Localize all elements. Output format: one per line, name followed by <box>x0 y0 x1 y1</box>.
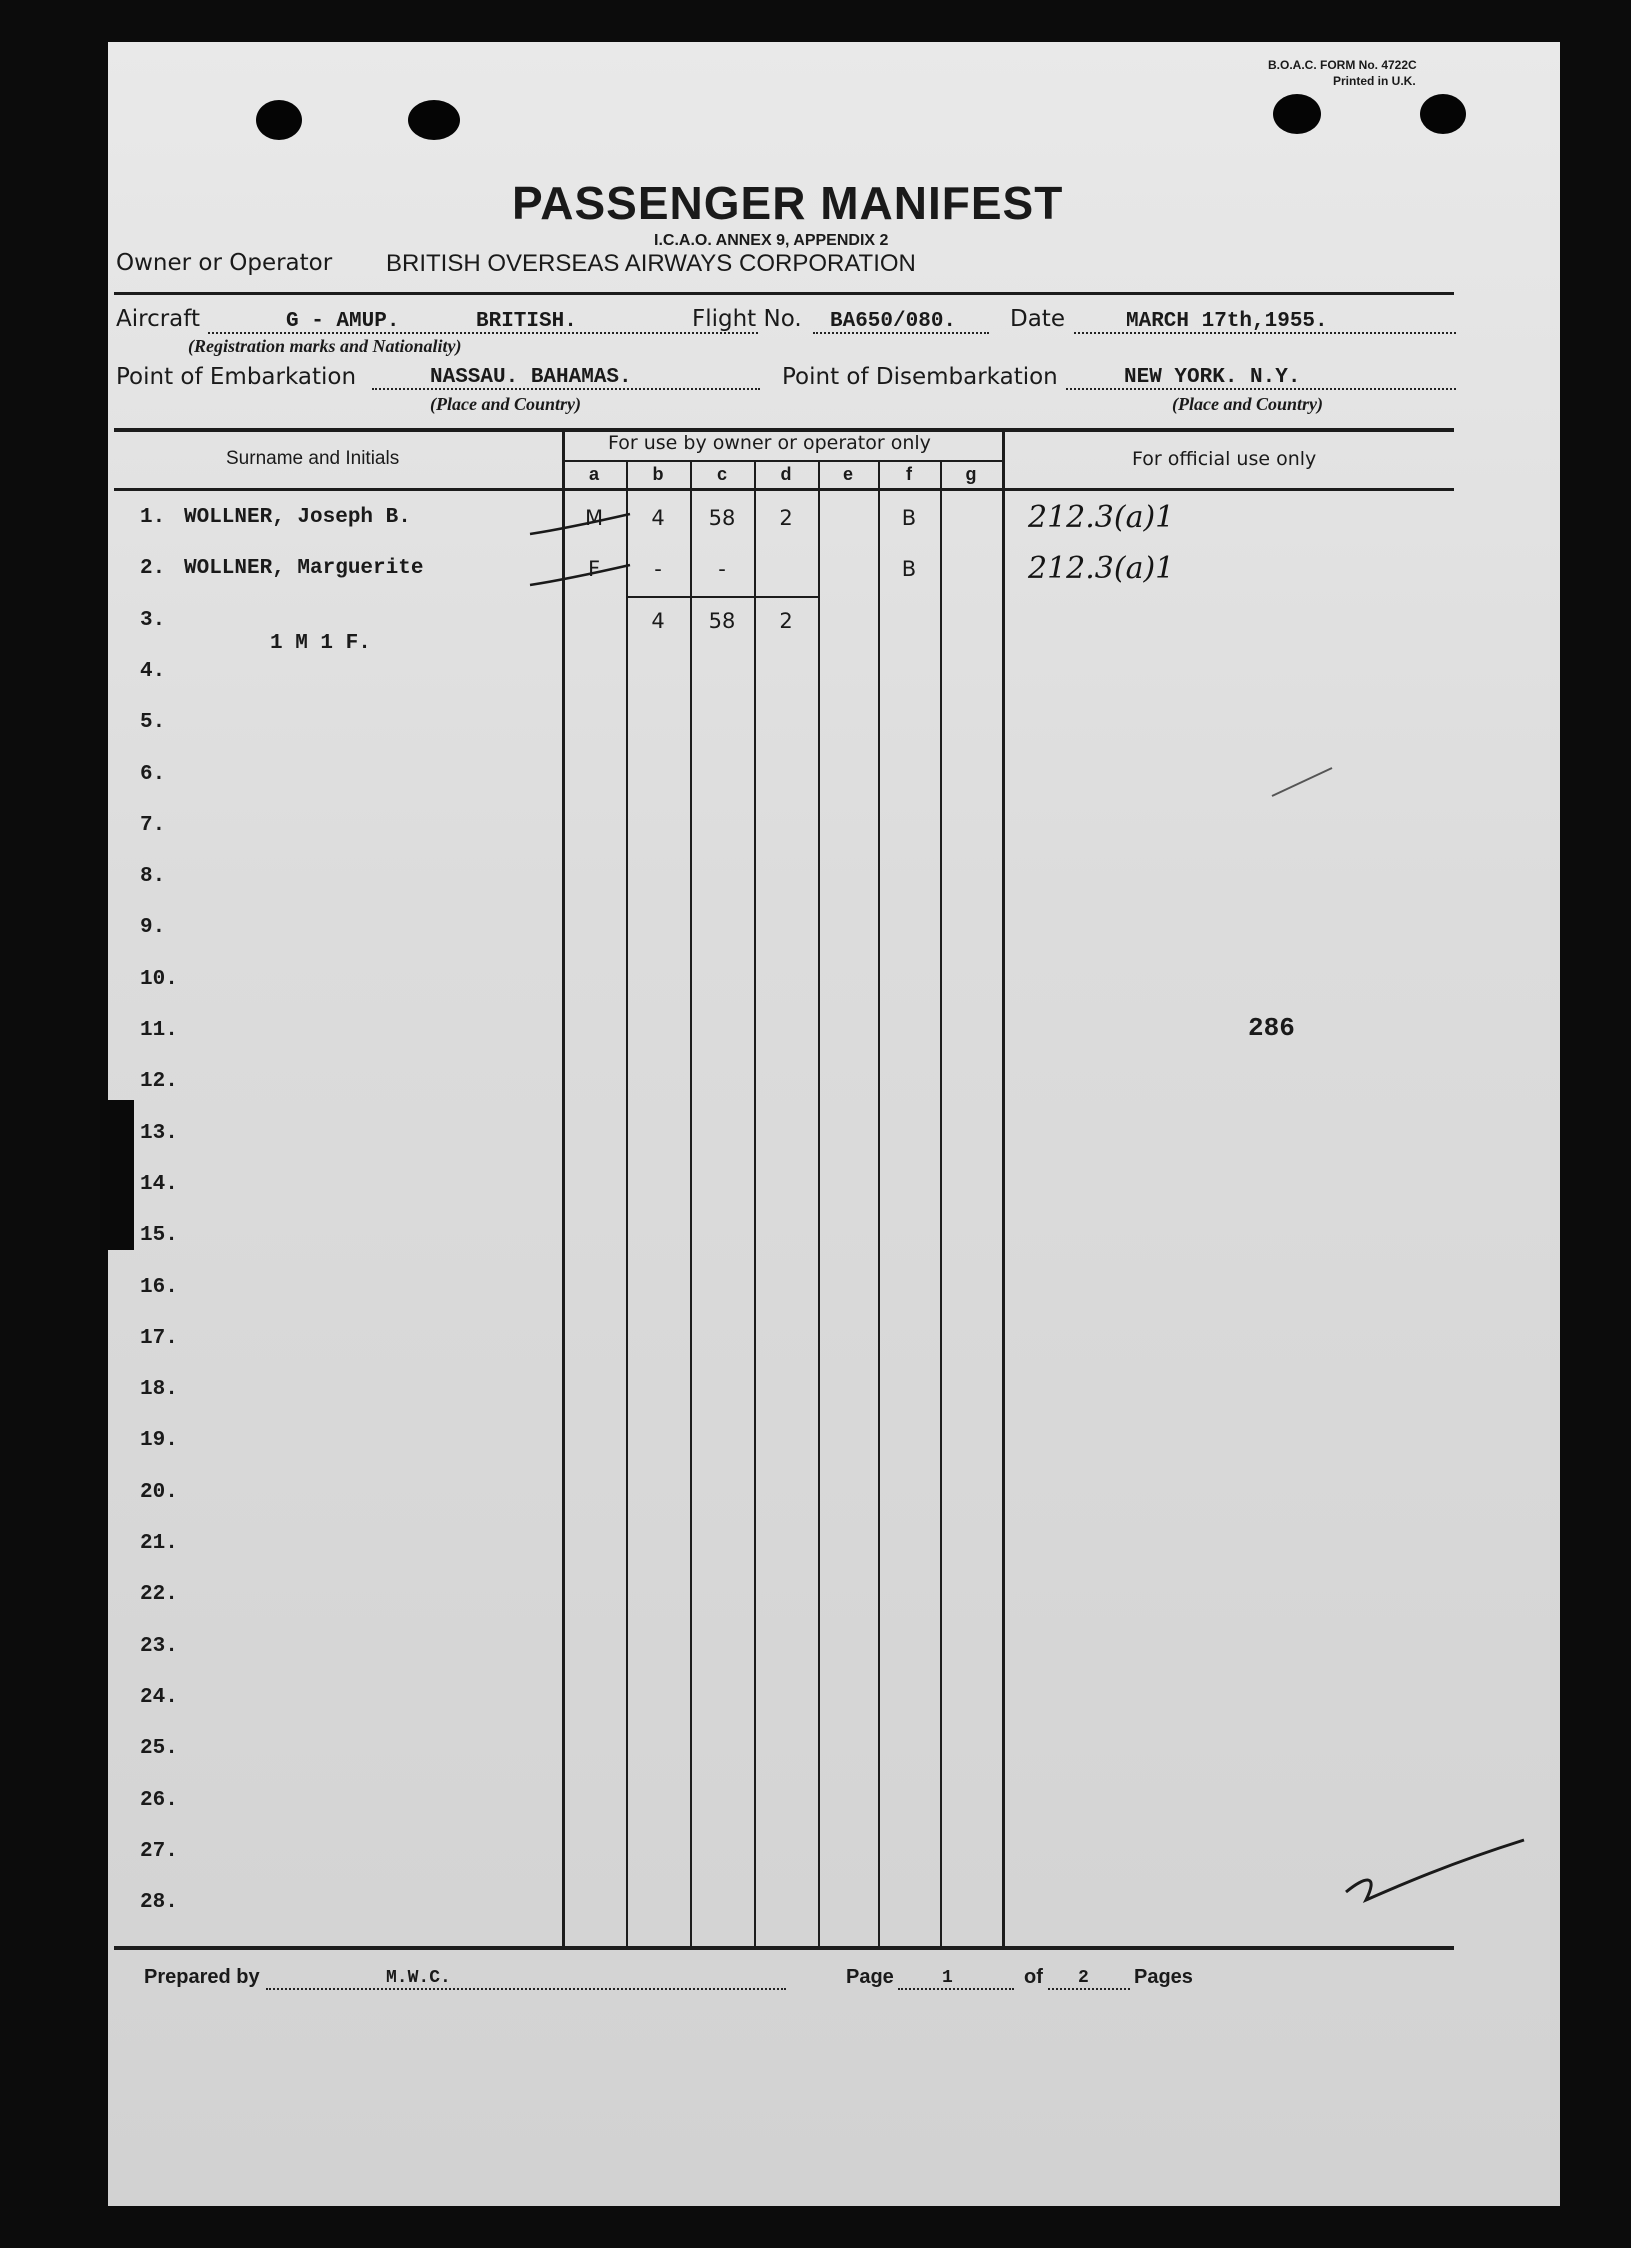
row-number: 6. <box>140 763 166 786</box>
aircraft-note: (Registration marks and Nationality) <box>188 336 462 356</box>
row-number: 20. <box>140 1481 178 1504</box>
row-number: 21. <box>140 1532 178 1555</box>
aircraft-registration: G - AMUP. <box>286 310 400 333</box>
sub-column-header-a: a <box>588 464 599 484</box>
row-number: 4. <box>140 660 166 683</box>
cell-a: F <box>587 557 601 581</box>
flight-value: BA650/080. <box>830 310 957 333</box>
col-rule-f-left <box>878 460 880 1948</box>
page-title: PASSENGER MANIFEST <box>512 177 1064 229</box>
row-number: 9. <box>140 916 166 939</box>
row-number: 10. <box>140 968 178 991</box>
row-number: 19. <box>140 1429 178 1452</box>
handwritten-mark-icon <box>1338 1834 1538 1914</box>
sub-column-header-d: d <box>780 464 792 484</box>
owner-label: Owner or Operator <box>116 250 333 276</box>
row-number: 28. <box>140 1891 178 1914</box>
cell-c: 58 <box>708 506 736 530</box>
row-number: 23. <box>140 1635 178 1658</box>
flight-label: Flight No. <box>692 306 802 332</box>
row-number: 12. <box>140 1070 178 1093</box>
manifest-sheet <box>108 42 1560 2206</box>
disembark-value: NEW YORK. N.Y. <box>1124 366 1301 389</box>
check-mark-icon <box>526 512 636 542</box>
col-header-name: Surname and Initials <box>226 448 400 469</box>
row-number: 17. <box>140 1327 178 1350</box>
check-mark-icon <box>526 563 636 593</box>
printed-in: Printed in U.K. <box>1333 74 1416 88</box>
prepared-label: Prepared by <box>144 1966 260 1988</box>
disembark-label: Point of Disembarkation <box>782 364 1058 390</box>
cell-c: - <box>718 557 726 581</box>
cell-b: 4 <box>651 609 665 633</box>
of-label: of <box>1024 1966 1043 1988</box>
punch-hole-left-2 <box>408 100 460 140</box>
subtitle: I.C.A.O. ANNEX 9, APPENDIX 2 <box>654 232 889 249</box>
col-rule-g-left <box>940 460 942 1948</box>
page-value: 1 <box>942 1968 953 1988</box>
prepared-underline <box>266 1988 786 1990</box>
pencil-stroke-icon <box>1268 762 1338 802</box>
cell-a: M <box>584 506 604 530</box>
row-number: 26. <box>140 1789 178 1812</box>
sub-column-header-c: c <box>716 464 727 484</box>
col-rule-official-left <box>1002 430 1005 1948</box>
pages-label: Pages <box>1134 1966 1193 1988</box>
sub-column-header-b: b <box>652 464 664 484</box>
official-entry: 286 <box>1248 1013 1295 1043</box>
row-number: 25. <box>140 1737 178 1760</box>
page-label: Page <box>846 1966 894 1988</box>
embark-note: (Place and Country) <box>430 394 581 414</box>
row-number: 2. <box>140 557 166 580</box>
col-rule-c-left <box>690 460 692 1948</box>
cell-d: 2 <box>779 506 793 530</box>
prepared-value: M.W.C. <box>386 1968 451 1988</box>
row-number: 1. <box>140 506 166 529</box>
official-entry: 212.3(a)1 <box>1028 551 1175 586</box>
cell-f: B <box>901 506 917 530</box>
passenger-name: WOLLNER, Joseph B. <box>184 506 411 529</box>
sub-column-header-e: e <box>842 464 853 484</box>
row-number: 14. <box>140 1173 178 1196</box>
row-number: 3. <box>140 609 166 632</box>
col-rule-e-left <box>818 460 820 1948</box>
owner-value: BRITISH OVERSEAS AIRWAYS CORPORATION <box>386 250 916 277</box>
row-number: 5. <box>140 711 166 734</box>
form-number: B.O.A.C. FORM No. 4722C <box>1268 58 1417 72</box>
col-header-official: For official use only <box>1132 448 1317 470</box>
col-rule-d-left <box>754 460 756 1948</box>
cell-d: 2 <box>779 609 793 633</box>
table-bottom-rule <box>114 1946 1454 1950</box>
aircraft-label: Aircraft <box>116 306 200 332</box>
row-number: 13. <box>140 1122 178 1145</box>
row-number: 7. <box>140 814 166 837</box>
passenger-name: WOLLNER, Marguerite <box>184 557 424 580</box>
embark-value: NASSAU. BAHAMAS. <box>430 366 632 389</box>
torn-edge <box>100 1100 134 1250</box>
subtotal-rule <box>626 596 818 598</box>
row-number: 22. <box>140 1583 178 1606</box>
page-underline <box>898 1988 1014 1990</box>
row-number: 8. <box>140 865 166 888</box>
cell-b: - <box>654 557 662 581</box>
row-number: 11. <box>140 1019 178 1042</box>
pages-underline <box>1048 1988 1130 1990</box>
date-label: Date <box>1010 306 1065 332</box>
summary-note: 1 M 1 F. <box>270 632 371 655</box>
col-header-owner-use: For use by owner or operator only <box>608 432 931 454</box>
cell-c: 58 <box>708 609 736 633</box>
owner-use-subrule <box>562 460 1004 462</box>
official-entry: 212.3(a)1 <box>1028 500 1175 535</box>
row-number: 27. <box>140 1840 178 1863</box>
row-number: 24. <box>140 1686 178 1709</box>
cell-f: B <box>901 557 917 581</box>
embark-label: Point of Embarkation <box>116 364 357 390</box>
sub-column-header-g: g <box>965 464 977 484</box>
col-rule-a-left <box>562 430 565 1948</box>
aircraft-nationality: BRITISH. <box>476 310 577 333</box>
total-pages: 2 <box>1078 1968 1089 1988</box>
row-number: 16. <box>140 1276 178 1299</box>
row-number: 18. <box>140 1378 178 1401</box>
disembark-note: (Place and Country) <box>1172 394 1323 414</box>
punch-hole-right <box>1273 94 1321 134</box>
punch-hole-right-2 <box>1420 94 1466 134</box>
cell-b: 4 <box>651 506 665 530</box>
divider-top <box>114 292 1454 295</box>
sub-column-header-f: f <box>906 464 912 484</box>
punch-hole-left <box>256 100 302 140</box>
row-number: 15. <box>140 1224 178 1247</box>
date-value: MARCH 17th,1955. <box>1126 310 1328 333</box>
table-header-rule <box>114 488 1454 491</box>
col-rule-b-left <box>626 460 628 1948</box>
